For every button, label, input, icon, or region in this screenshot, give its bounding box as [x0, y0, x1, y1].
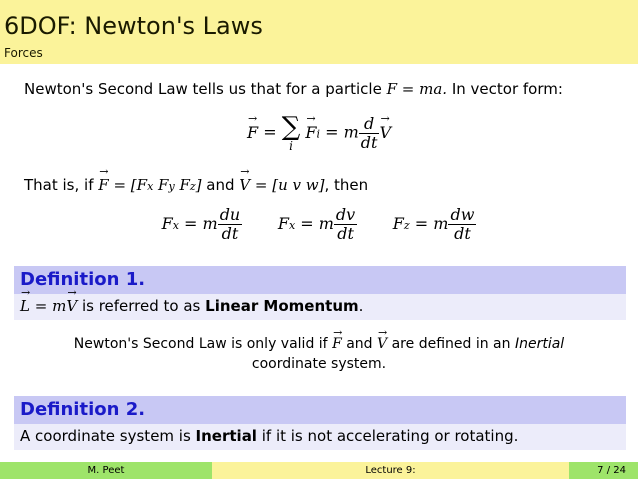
equation-f-ma: F = ma. [386, 80, 448, 98]
footer-author: M. Peet [87, 465, 125, 476]
intro-line: Newton's Second Law tells us that for a particle F = ma. In vector form: [24, 80, 563, 98]
slide-title: 6DOF: Newton's Laws [4, 12, 263, 40]
component-equations: Fx = m $\frac{du}{dt}$ Fx = m $\frac{dv}{dt}$ Fz = m $\frac{dw}{dt}$ [161, 205, 475, 243]
inertial-note: Newton's Second Law is only valid if → F and → V are defined in an Inertial coordinate system. [0, 334, 638, 374]
slide-header [0, 0, 638, 64]
vector-equation: → F = ∑ i → Fi = m $\frac{d}{dt}$ → V [0, 114, 638, 152]
slide-footer [0, 462, 638, 479]
footer-page-number: 7 / 24 [597, 465, 626, 476]
definition-1-body: → L = m→ V is referred to as Linear Momentum. [14, 294, 626, 320]
footer-lecture: Lecture 9: [365, 465, 416, 476]
definition-2-header: Definition 2. [14, 396, 626, 424]
slide-subtitle: Forces [4, 46, 43, 60]
components-line: That is, if → F = [Fx Fy Fz] and → V = [u v w], then [24, 176, 368, 194]
definition-1-header: Definition 1. [14, 266, 626, 294]
definition-2-body: A coordinate system is Inertial if it is not accelerating or rotating. [14, 424, 626, 450]
